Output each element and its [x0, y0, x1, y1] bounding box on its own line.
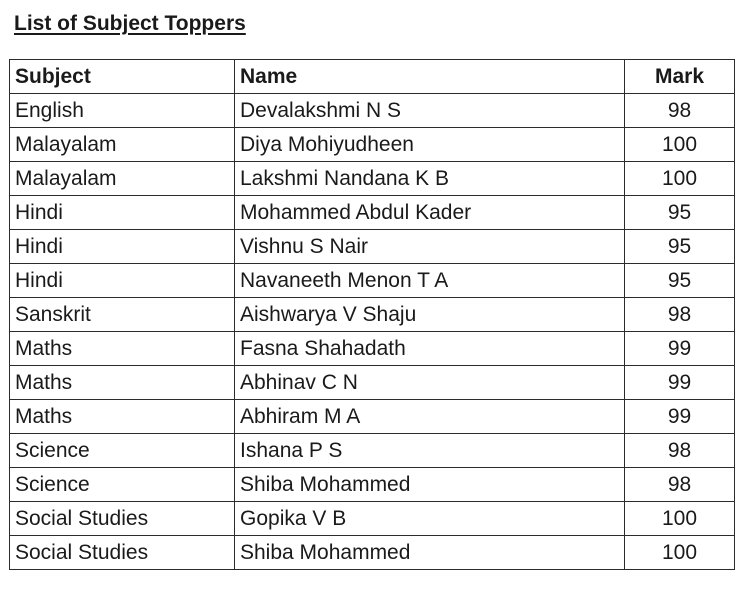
- cell-name: Gopika V B: [235, 502, 625, 536]
- cell-subject: Sanskrit: [10, 298, 235, 332]
- cell-subject: Hindi: [10, 264, 235, 298]
- cell-mark: 100: [625, 128, 735, 162]
- cell-mark: 100: [625, 502, 735, 536]
- cell-subject: English: [10, 94, 235, 128]
- cell-name: Fasna Shahadath: [235, 332, 625, 366]
- cell-name: Vishnu S Nair: [235, 230, 625, 264]
- column-header-name: Name: [235, 60, 625, 94]
- cell-mark: 98: [625, 94, 735, 128]
- table-row: [10, 434, 735, 468]
- cell-mark: 95: [625, 196, 735, 230]
- page-title: List of Subject Toppers: [14, 12, 246, 35]
- cell-subject: Science: [10, 434, 235, 468]
- table-row: [10, 332, 735, 366]
- table-row: [10, 230, 735, 264]
- table-row: [10, 366, 735, 400]
- table-row: [10, 298, 735, 332]
- cell-name: Abhinav C N: [235, 366, 625, 400]
- cell-subject: Social Studies: [10, 536, 235, 570]
- toppers-table: [9, 59, 735, 570]
- cell-mark: 100: [625, 536, 735, 570]
- cell-mark: 100: [625, 162, 735, 196]
- cell-mark: 98: [625, 468, 735, 502]
- cell-subject: Maths: [10, 366, 235, 400]
- table-row: [10, 264, 735, 298]
- cell-name: Ishana P S: [235, 434, 625, 468]
- cell-subject: Hindi: [10, 196, 235, 230]
- table-row: [10, 128, 735, 162]
- column-header-subject: Subject: [10, 60, 235, 94]
- cell-mark: 95: [625, 230, 735, 264]
- cell-subject: Hindi: [10, 230, 235, 264]
- table-row: [10, 162, 735, 196]
- cell-subject: Social Studies: [10, 502, 235, 536]
- table-body: [10, 94, 735, 570]
- table-header-row: [10, 60, 735, 94]
- cell-name: Navaneeth Menon T A: [235, 264, 625, 298]
- cell-name: Shiba Mohammed: [235, 468, 625, 502]
- cell-mark: 98: [625, 298, 735, 332]
- table-row: [10, 400, 735, 434]
- cell-name: Shiba Mohammed: [235, 536, 625, 570]
- cell-subject: Malayalam: [10, 128, 235, 162]
- table-row: [10, 94, 735, 128]
- table-row: [10, 196, 735, 230]
- cell-name: Aishwarya V Shaju: [235, 298, 625, 332]
- cell-name: Abhiram M A: [235, 400, 625, 434]
- cell-mark: 99: [625, 332, 735, 366]
- cell-name: Diya Mohiyudheen: [235, 128, 625, 162]
- cell-mark: 99: [625, 400, 735, 434]
- column-header-mark: Mark: [625, 60, 735, 94]
- cell-name: Lakshmi Nandana K B: [235, 162, 625, 196]
- cell-subject: Maths: [10, 400, 235, 434]
- cell-mark: 98: [625, 434, 735, 468]
- cell-subject: Maths: [10, 332, 235, 366]
- cell-name: Mohammed Abdul Kader: [235, 196, 625, 230]
- cell-mark: 99: [625, 366, 735, 400]
- cell-name: Devalakshmi N S: [235, 94, 625, 128]
- table-row: [10, 536, 735, 570]
- table-row: [10, 468, 735, 502]
- cell-mark: 95: [625, 264, 735, 298]
- cell-subject: Science: [10, 468, 235, 502]
- cell-subject: Malayalam: [10, 162, 235, 196]
- table-row: [10, 502, 735, 536]
